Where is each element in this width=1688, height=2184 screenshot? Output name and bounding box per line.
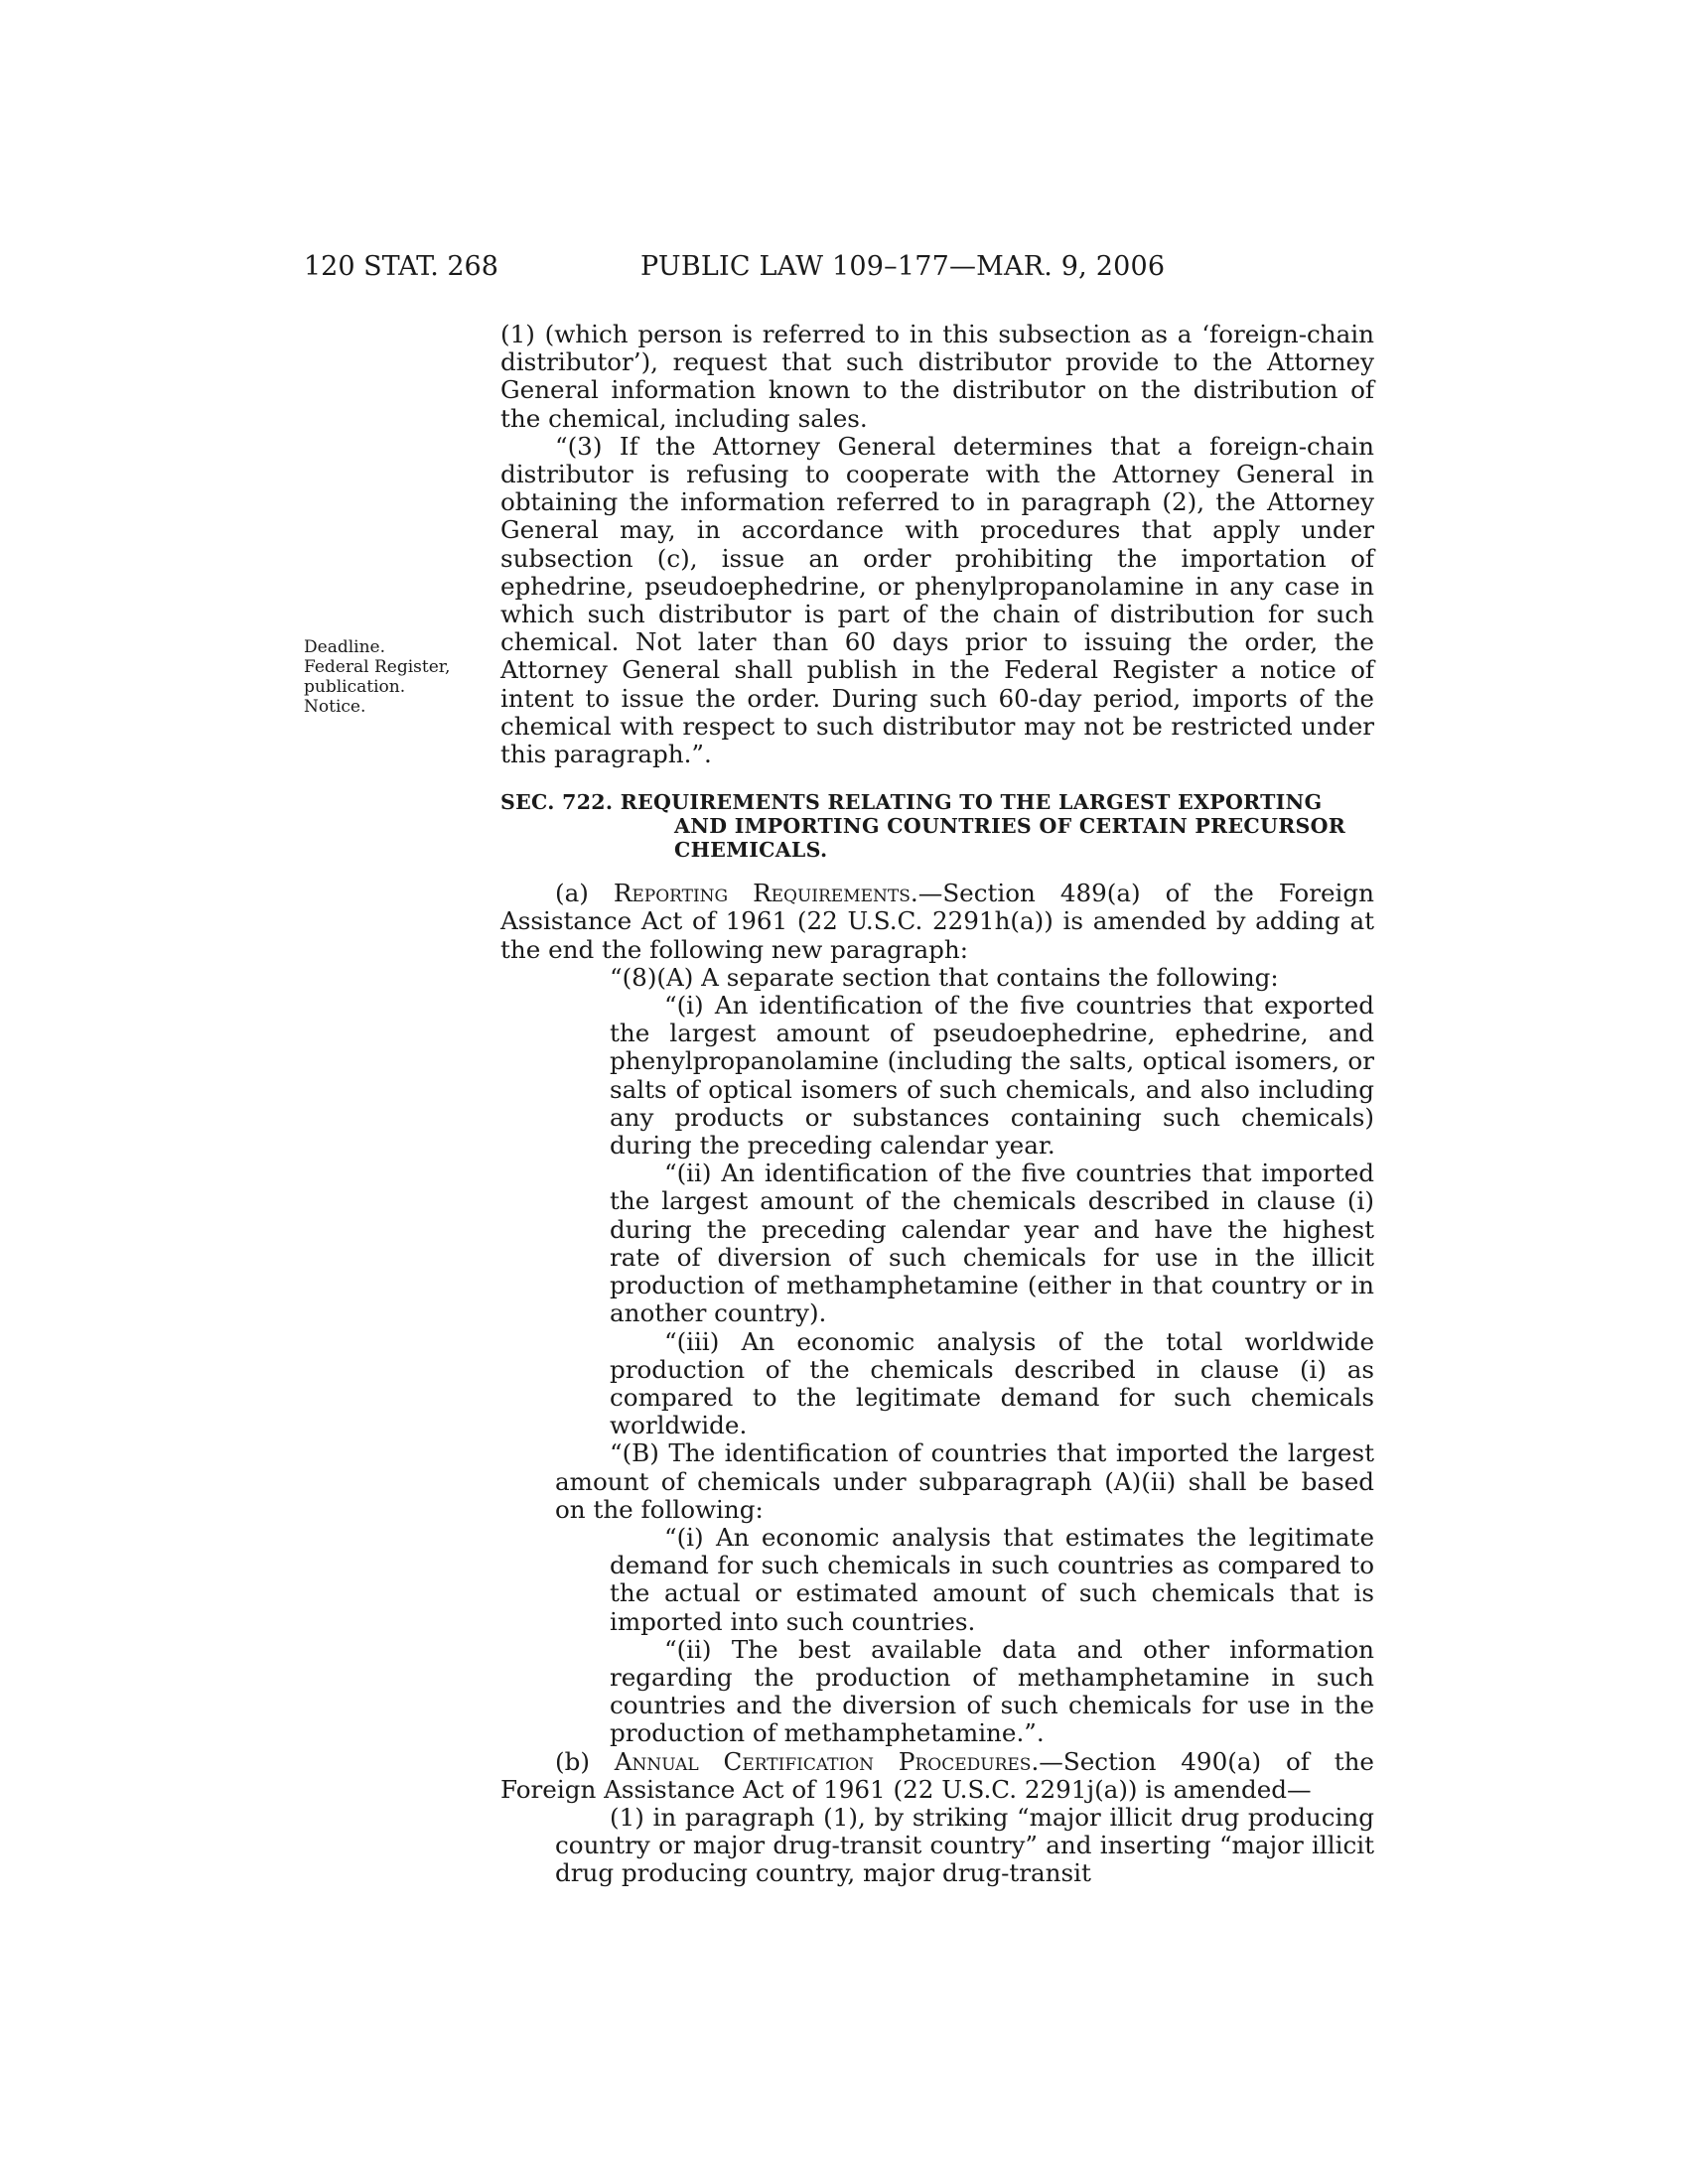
page-header xyxy=(304,250,1366,290)
statute-reference: 120 STAT. 268 xyxy=(304,251,498,282)
page-running-title: PUBLIC LAW 109–177—MAR. 9, 2006 xyxy=(640,251,1166,282)
margin-notes xyxy=(304,637,483,717)
subsection-text: .—Section 489(a) of the Foreign Assistance Act of 1961 (22 U.S.C. 2291h(a)) is amended by adding at the end the following new paragraph: xyxy=(500,879,1374,964)
clause-iii: “(iii) An economic analysis of the total worldwide production of the chemicals described in clause (i) as compared to the legitimate demand for such chemicals worldwide. xyxy=(610,1326,1374,1440)
subsection-heading: Annual Certification Procedures xyxy=(614,1746,1032,1776)
statute-body xyxy=(500,321,1374,1888)
paragraph-1: (1) in paragraph (1), by striking “major illicit drug producing country or major drug-transit country” and inserting “major illicit drug producing country, major drug-transit xyxy=(555,1802,1374,1888)
clause-i: “(i) An identification of the five countries that exported the largest amount of pseudoephedrine, ephedrine, and phenylpropanolamine (including the salts, optical isomers, or salts of optical isomers of such chemicals, and also including any products or substances containing such chemicals) during the preceding calendar year. xyxy=(610,991,1374,1160)
section-heading: SEC. 722. REQUIREMENTS RELATING TO THE LARGEST EXPORTING AND IMPORTING COUNTRIES OF CERTAIN PRECURSOR CHEMICALS. xyxy=(500,790,1346,863)
subparagraph-b: “(B) The identification of countries that imported the largest amount of chemicals under subparagraph (A)(ii) shall be based on the following: xyxy=(555,1438,1374,1524)
paragraph-continuation: (1) (which person is referred to in this subsection as a ‘foreign-chain distributor’), request that such distributor provide to the Attorney General information known to the distributor on the distribution of the chemical, including sales. xyxy=(500,320,1374,433)
subsection-heading: Reporting Requirements xyxy=(613,879,911,908)
clause-ii: “(ii) The best available data and other information regarding the production of methamphetamine in such countries and the diversion of such chemicals for use in the production of methamphetamine.”. xyxy=(610,1634,1374,1748)
paragraph-3: “(3) If the Attorney General determines that a foreign-chain distributor is refusing to cooperate with the Attorney General in obtaining the information referred to in paragraph (2), the Attorney General may, in accordance with procedures that apply under subsection (c), issue an order prohibiting the importation of ephedrine, pseudoephedrine, or phenylpropanolamine in any case in which such distributor is part of the chain of distribution for such chemical. Not later than 60 days prior to issuing the order, the Attorney General shall publish in the Federal Register a notice of intent to issue the order. During such 60-day period, imports of the chemical with respect to such distributor may not be restricted under this paragraph.”. xyxy=(500,431,1374,769)
margin-note: publication. xyxy=(304,677,406,697)
clause-ii: “(ii) An identification of the five countries that imported the largest amount of the chemicals described in clause (i) during the preceding calendar year and have the highest rate of diversion of such chemicals for use in the illicit production of methamphetamine (either in that country or in another country). xyxy=(610,1159,1374,1328)
margin-note: Federal Register, xyxy=(304,657,451,677)
subsection-a xyxy=(500,880,1374,964)
subsection-b xyxy=(500,1748,1374,1804)
margin-note: Deadline. xyxy=(304,637,385,657)
subsection-text: .—Section 490(a) of the Foreign Assistance Act of 1961 (22 U.S.C. 2291j(a)) is amended— xyxy=(500,1746,1374,1804)
paragraph-8a: “(8)(A) A separate section that contains the following: xyxy=(610,962,1279,992)
subsection-lead: (b) xyxy=(555,1746,615,1776)
subsection-lead: (a) xyxy=(555,879,614,908)
clause-i: “(i) An economic analysis that estimates the legitimate demand for such chemicals in such countries as compared to the actual or estimated amount of such chemicals that is imported into such countries. xyxy=(610,1522,1374,1636)
margin-note: Notice. xyxy=(304,697,366,717)
